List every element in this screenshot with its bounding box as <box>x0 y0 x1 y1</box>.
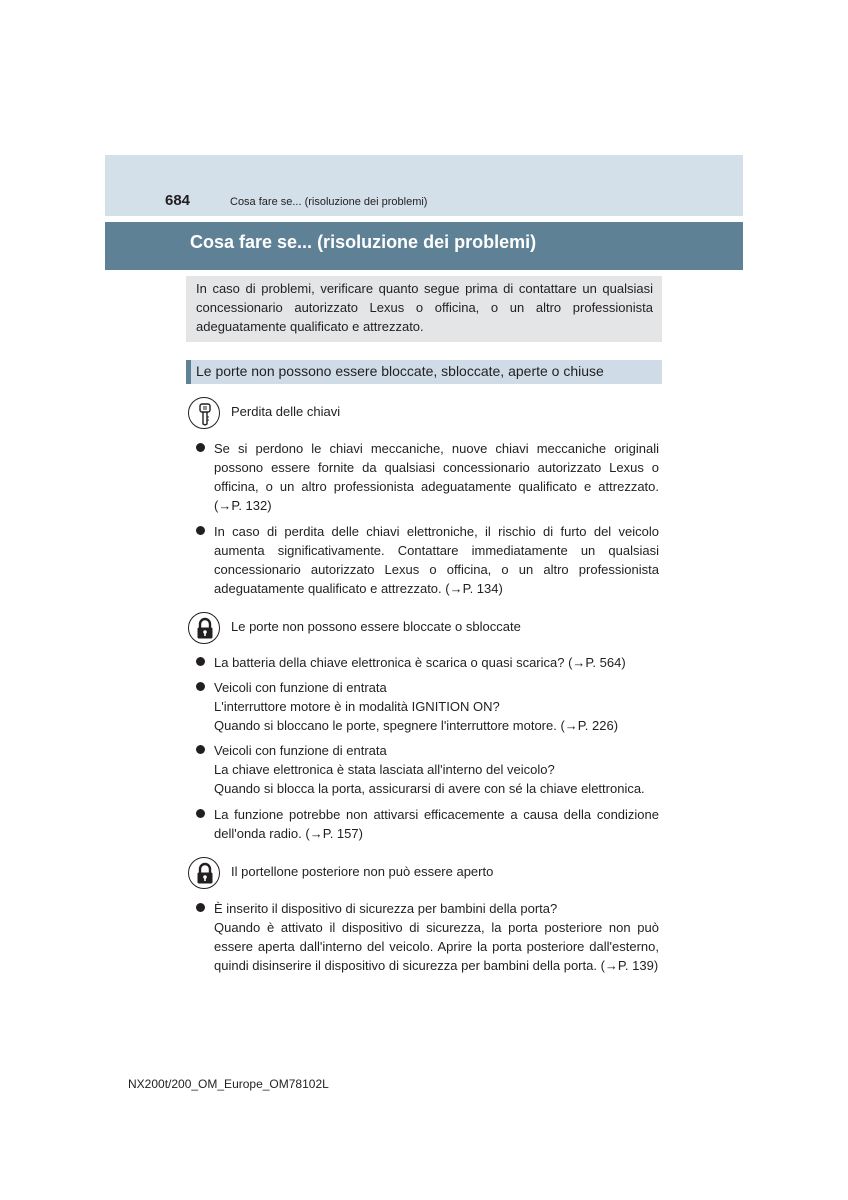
document-code: NX200t/200_OM_Europe_OM78102L <box>128 1077 329 1091</box>
bullet-line: essere aperta dall'interno del veicolo. Aprire la porta posteriore dall'esterno, <box>214 939 659 954</box>
bullet-line: concessionario autorizzato Lexus o officina, o un altro professionista <box>214 562 659 577</box>
key-icon <box>188 397 220 429</box>
bullet-line: Veicoli con funzione di entrata <box>214 743 387 758</box>
padlock-icon <box>188 857 220 889</box>
bullet-line: Veicoli con funzione di entrata <box>214 680 387 695</box>
bullet-line: possono essere fornite da qualsiasi concessionario autorizzato Lexus o <box>214 460 659 475</box>
bullet-line: In caso di perdita delle chiavi elettroniche, il rischio di furto del veicolo <box>214 524 659 539</box>
page-number: 684 <box>165 192 191 209</box>
bullet-icon <box>196 526 205 535</box>
bullet-icon <box>196 903 205 912</box>
bullet-line: Se si perdono le chiavi meccaniche, nuove chiavi meccaniche originali <box>214 441 659 456</box>
running-title: Cosa fare se... (risoluzione dei problemi) <box>230 196 428 208</box>
bullet-line: Quando è attivato il dispositivo di sicurezza, la porta posteriore non può <box>214 920 659 935</box>
bullet-icon <box>196 682 205 691</box>
bullet-line: quindi disinserire il dispositivo di sicurezza per bambini della porta. (→P. 139) <box>214 958 659 973</box>
bullet-line: La chiave elettronica è stata lasciata all'interno del veicolo? <box>214 762 555 777</box>
bullet-icon <box>196 657 205 666</box>
padlock-icon <box>188 612 220 644</box>
bullet-line: aumenta significativamente. Contattare immediatamente un qualsiasi <box>214 543 659 558</box>
subsection-heading: Le porte non possono essere bloccate o sbloccate <box>231 619 521 634</box>
page-title: Cosa fare se... (risoluzione dei problemi) <box>190 232 537 252</box>
bullet-line: Quando si blocca la porta, assicurarsi di avere con sé la chiave elettronica. <box>214 781 645 796</box>
intro-text: In caso di problemi, verificare quanto segue prima di contattare un qualsiasi concessionario autorizzato Lexus o officina, o un altro professionista adeguatamente qualificato e attrezzato. <box>196 281 653 334</box>
subsection-heading: Il portellone posteriore non può essere aperto <box>231 864 494 879</box>
bullet-icon <box>196 809 205 818</box>
bullet-line: (→P. 132) <box>214 498 272 513</box>
bullet-line: dell'onda radio. (→P. 157) <box>214 826 363 841</box>
bullet-icon <box>196 443 205 452</box>
bullet-line: La batteria della chiave elettronica è scarica o quasi scarica? (→P. 564) <box>214 655 626 670</box>
bullet-line: È inserito il dispositivo di sicurezza per bambini della porta? <box>214 901 558 916</box>
bullet-icon <box>196 745 205 754</box>
subsection-heading: Perdita delle chiavi <box>231 404 341 419</box>
bullet-line: Quando si bloccano le porte, spegnere l'interruttore motore. (→P. 226) <box>214 718 619 733</box>
bullet-line: adeguatamente qualificato e attrezzato. (→P. 134) <box>214 581 503 596</box>
bullet-line: officina, o un altro professionista adeguatamente qualificato e attrezzato. <box>214 479 659 494</box>
bullet-line: L'interruttore motore è in modalità IGNITION ON? <box>214 699 500 714</box>
section-heading: Le porte non possono essere bloccate, sbloccate, aperte o chiuse <box>196 363 604 379</box>
bullet-line: La funzione potrebbe non attivarsi efficacemente a causa della condizione <box>214 807 659 822</box>
